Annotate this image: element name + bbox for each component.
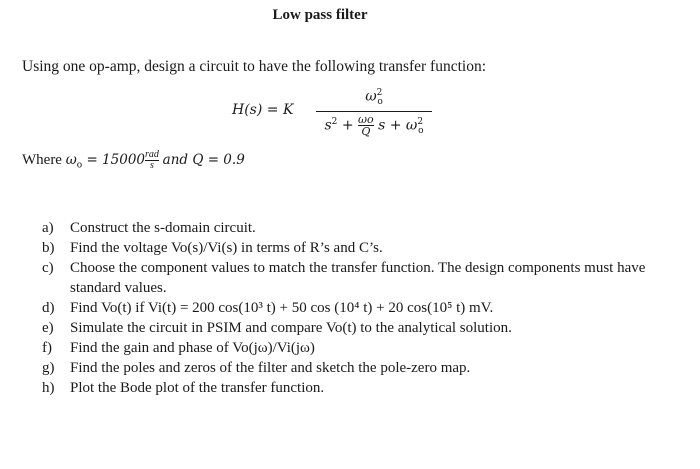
transfer-function-equation <box>232 86 442 146</box>
list-item: c) Choose the component values to match the transfer function. The design components must have standard values. <box>42 260 646 296</box>
list-item: h) Plot the Bode plot of the transfer function. <box>42 380 325 396</box>
list-item: f) Find the gain and phase of Vo(jω)/Vi(jω) <box>42 340 315 356</box>
list-item: b) Find the voltage Vo(s)/Vi(s) in terms of R’s and C’s. <box>42 240 383 256</box>
fraction-bar <box>316 111 432 112</box>
page-title: Low pass filter <box>272 7 368 23</box>
equation-lhs: H(s) = K <box>232 102 294 118</box>
parameters-line: Where $\omega_o = 15000$ rad s and Q = 0.9 <box>22 149 245 171</box>
intro-text: Using one op-amp, design a circuit to have the following transfer function: <box>22 58 487 75</box>
question-list <box>42 218 682 398</box>
equation-denominator: $s^2$ + $\frac{\omega o}{Q}$ $s + \omega^2_o$ <box>324 113 424 138</box>
omega-over-q: $\frac{\omega o}{Q}$ <box>358 113 374 138</box>
list-item: e) Simulate the circuit in PSIM and compare Vo(t) to the analytical solution. <box>42 320 512 336</box>
rad-per-s-unit: rad s <box>145 149 159 171</box>
list-item: g) Find the poles and zeros of the filter and sketch the pole-zero map. <box>42 360 471 376</box>
list-item: a) Construct the s-domain circuit. <box>42 220 256 236</box>
equation-fraction <box>316 86 432 144</box>
equation-numerator: $\omega^2_o$ <box>365 88 383 108</box>
list-item: d) Find Vo(t) if Vi(t) = 200 cos(10³ t) + 50 cos (10⁴ t) + 20 cos(10⁵ t) mV. <box>42 300 494 316</box>
